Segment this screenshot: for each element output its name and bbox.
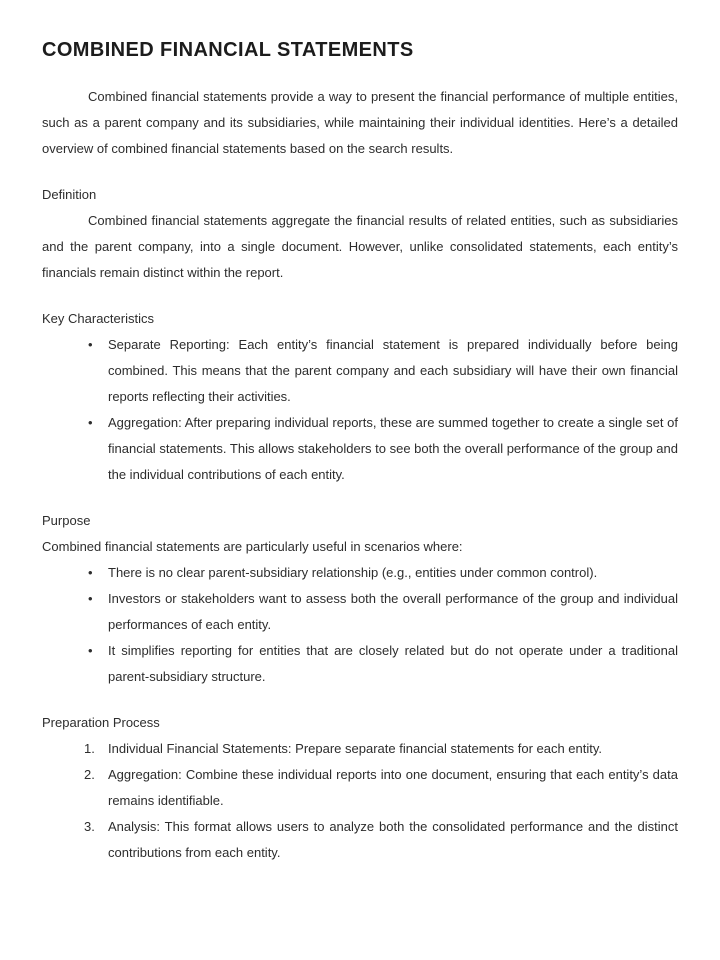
list-item-text: It simplifies reporting for entities that are closely related but do not operate under a traditional parent-subsidiary structure.: [108, 643, 678, 684]
definition-heading: Definition: [42, 187, 97, 202]
list-item: [88, 638, 678, 690]
section-purpose: [42, 508, 678, 690]
purpose-list: [42, 560, 678, 690]
list-item-text: Aggregation: After preparing individual reports, these are summed together to create a single set of financial statements. This allows stakeholders to see both the overall performance of the group and the individual contributions of each entity.: [108, 415, 678, 482]
bullet-marker: •: [88, 643, 93, 658]
list-item: [84, 736, 678, 762]
list-item-text: There is no clear parent-subsidiary relationship (e.g., entities under common control).: [108, 565, 598, 580]
list-item: [88, 586, 678, 638]
preparation-process-list: [42, 736, 678, 866]
document-title: COMBINED FINANCIAL STATEMENTS: [42, 39, 414, 61]
list-item-text: Individual Financial Statements: Prepare separate financial statements for each entity.: [108, 741, 603, 756]
preparation-process-heading: Preparation Process: [42, 715, 160, 730]
purpose-lead: Combined financial statements are particularly useful in scenarios where:: [42, 539, 463, 554]
bullet-marker: •: [88, 565, 93, 580]
list-item: [88, 560, 678, 586]
definition-body: Combined financial statements aggregate the financial results of related entities, such as subsidiaries and the parent company, into a single document. However, unlike consolidated statements, each entity’s financials remain distinct within the report.: [42, 213, 678, 280]
number-marker: 1.: [84, 741, 95, 756]
list-item-text: Separate Reporting: Each entity’s financial statement is prepared individually before being combined. This means that the parent company and each subsidiary will have their own financial reports reflecting their activities.: [108, 337, 678, 404]
list-item: [88, 332, 678, 410]
intro-paragraph: Combined financial statements provide a way to present the financial performance of multiple entities, such as a parent company and its subsidiaries, while maintaining their individual identities. Here’s a detailed overview of combined financial statements based on the search results.: [42, 89, 678, 156]
list-item-text: Investors or stakeholders want to assess both the overall performance of the group and individual performances of each entity.: [108, 591, 678, 632]
list-item: [88, 410, 678, 488]
number-marker: 3.: [84, 819, 95, 834]
bullet-marker: •: [88, 337, 93, 352]
section-definition: [42, 182, 678, 286]
section-preparation-process: [42, 710, 678, 866]
bullet-marker: •: [88, 415, 93, 430]
list-item: [84, 762, 678, 814]
bullet-marker: •: [88, 591, 93, 606]
list-item: [84, 814, 678, 866]
number-marker: 2.: [84, 767, 95, 782]
key-characteristics-heading: Key Characteristics: [42, 311, 154, 326]
section-key-characteristics: [42, 306, 678, 488]
key-characteristics-list: [42, 332, 678, 488]
list-item-text: Analysis: This format allows users to analyze both the consolidated performance and the distinct contributions from each entity.: [108, 819, 678, 860]
list-item-text: Aggregation: Combine these individual reports into one document, ensuring that each entity’s data remains identifiable.: [108, 767, 678, 808]
purpose-heading: Purpose: [42, 513, 91, 528]
